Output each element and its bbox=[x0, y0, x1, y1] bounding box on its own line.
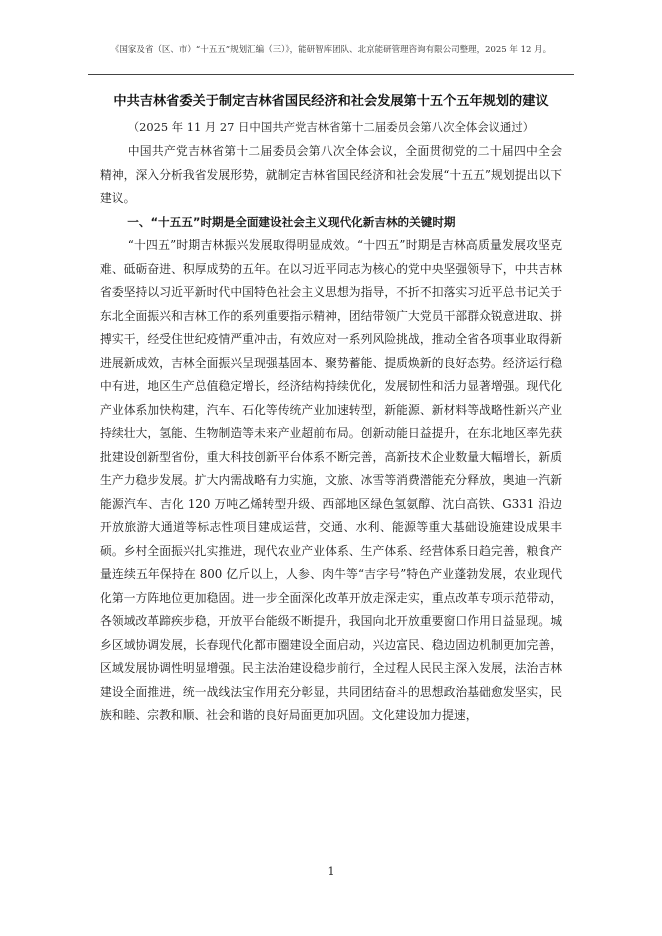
document-body bbox=[100, 140, 562, 728]
document-subtitle: （2025 年 11 月 27 日中国共产党吉林省第十二届委员会第八次全体会议通过） bbox=[127, 120, 535, 134]
body-paragraph: “十四五”时期吉林振兴发展取得明显成效。“十四五”时期是吉林高质量发展攻坚克难、砥砺奋进、积厚成势的五年。在以习近平同志为核心的党中央坚强领导下，中共吉林省委坚持以习近平新时代中国特色社会主义思想为指导，不折不扣落实习近平总书记关于东北全面振兴和吉林工作的系列重要指示精神，团结带领广大党员干部群众锐意进取、拼搏实干，经受住世纪疫情严重冲击，有效应对一系列风险挑战，推动全省各项事业取得新进展新成效，吉林全面振兴呈现强基固本、聚势蓄能、提质焕新的良好态势。经济运行稳中有进，地区生产总值稳定增长，经济结构持续优化，发展韧性和活力显著增强。现代化产业体系加快构建，汽车、石化等传统产业加速转型，新能源、新材料等战略性新兴产业持续壮大，氢能、生物制造等未来产业超前布局。创新动能日益提升，在东北地区率先获批建设创新型省份，重大科技创新平台体系不断完善，高新技术企业数量大幅增长，新质生产力稳步发展。扩大内需战略有力实施，文旅、冰雪等消费潜能充分释放，奥迪一汽新能源汽车、吉化 120 万吨乙烯转型升级、西部地区绿色氢氨醇、沈白高铁、G331 沿边开放旅游大通道等标志性项目建成运营，交通、水利、能源等重大基础设施建设成果丰硕。乡村全面振兴扎实推进，现代农业产业体系、生产体系、经营体系日趋完善，粮食产量连续五年保持在 800 亿斤以上，人参、肉牛等“吉字号”特色产业蓬勃发展，农业现代化第一方阵地位更加稳固。进一步全面深化改革开放走深走实，重点改革专项示范带动，各领域改革蹄疾步稳，开放平台能级不断提升，我国向北开放重要窗口作用日益显现。城乡区域协调发展，长春现代化都市圈建设全面启动，兴边富民、稳边固边机制更加完善，区域发展协调性明显增强。民主法治建设稳步前行，全过程人民民主深入发展，法治吉林建设全面推进，统一战线法宝作用充分彰显，共同团结奋斗的思想政治基础愈发坚实，民族和睦、宗教和顺、社会和谐的良好局面更加巩固。文化建设加力提速， bbox=[100, 238, 562, 722]
header-source-note: 《国家及省（区、市）“十五五”规划汇编（三）》，能研智库团队、北京能研管理咨询有限公司整理，2025 年 12 月。 bbox=[110, 45, 552, 55]
section-heading: 一、“十五五”时期是全面建设社会主义现代化新吉林的关键时期 bbox=[127, 214, 456, 229]
intro-paragraph: 中国共产党吉林省第十二届委员会第八次全体会议，全面贯彻党的二十届四中全会精神，深入分析我省发展形势，就制定吉林省国民经济和社会发展“十五五”规划提出以下建议。 bbox=[100, 144, 562, 205]
page-number: 1 bbox=[327, 865, 335, 878]
header-divider bbox=[88, 74, 574, 75]
document-title: 中共吉林省委关于制定吉林省国民经济和社会发展第十五个五年规划的建议 bbox=[113, 94, 549, 109]
